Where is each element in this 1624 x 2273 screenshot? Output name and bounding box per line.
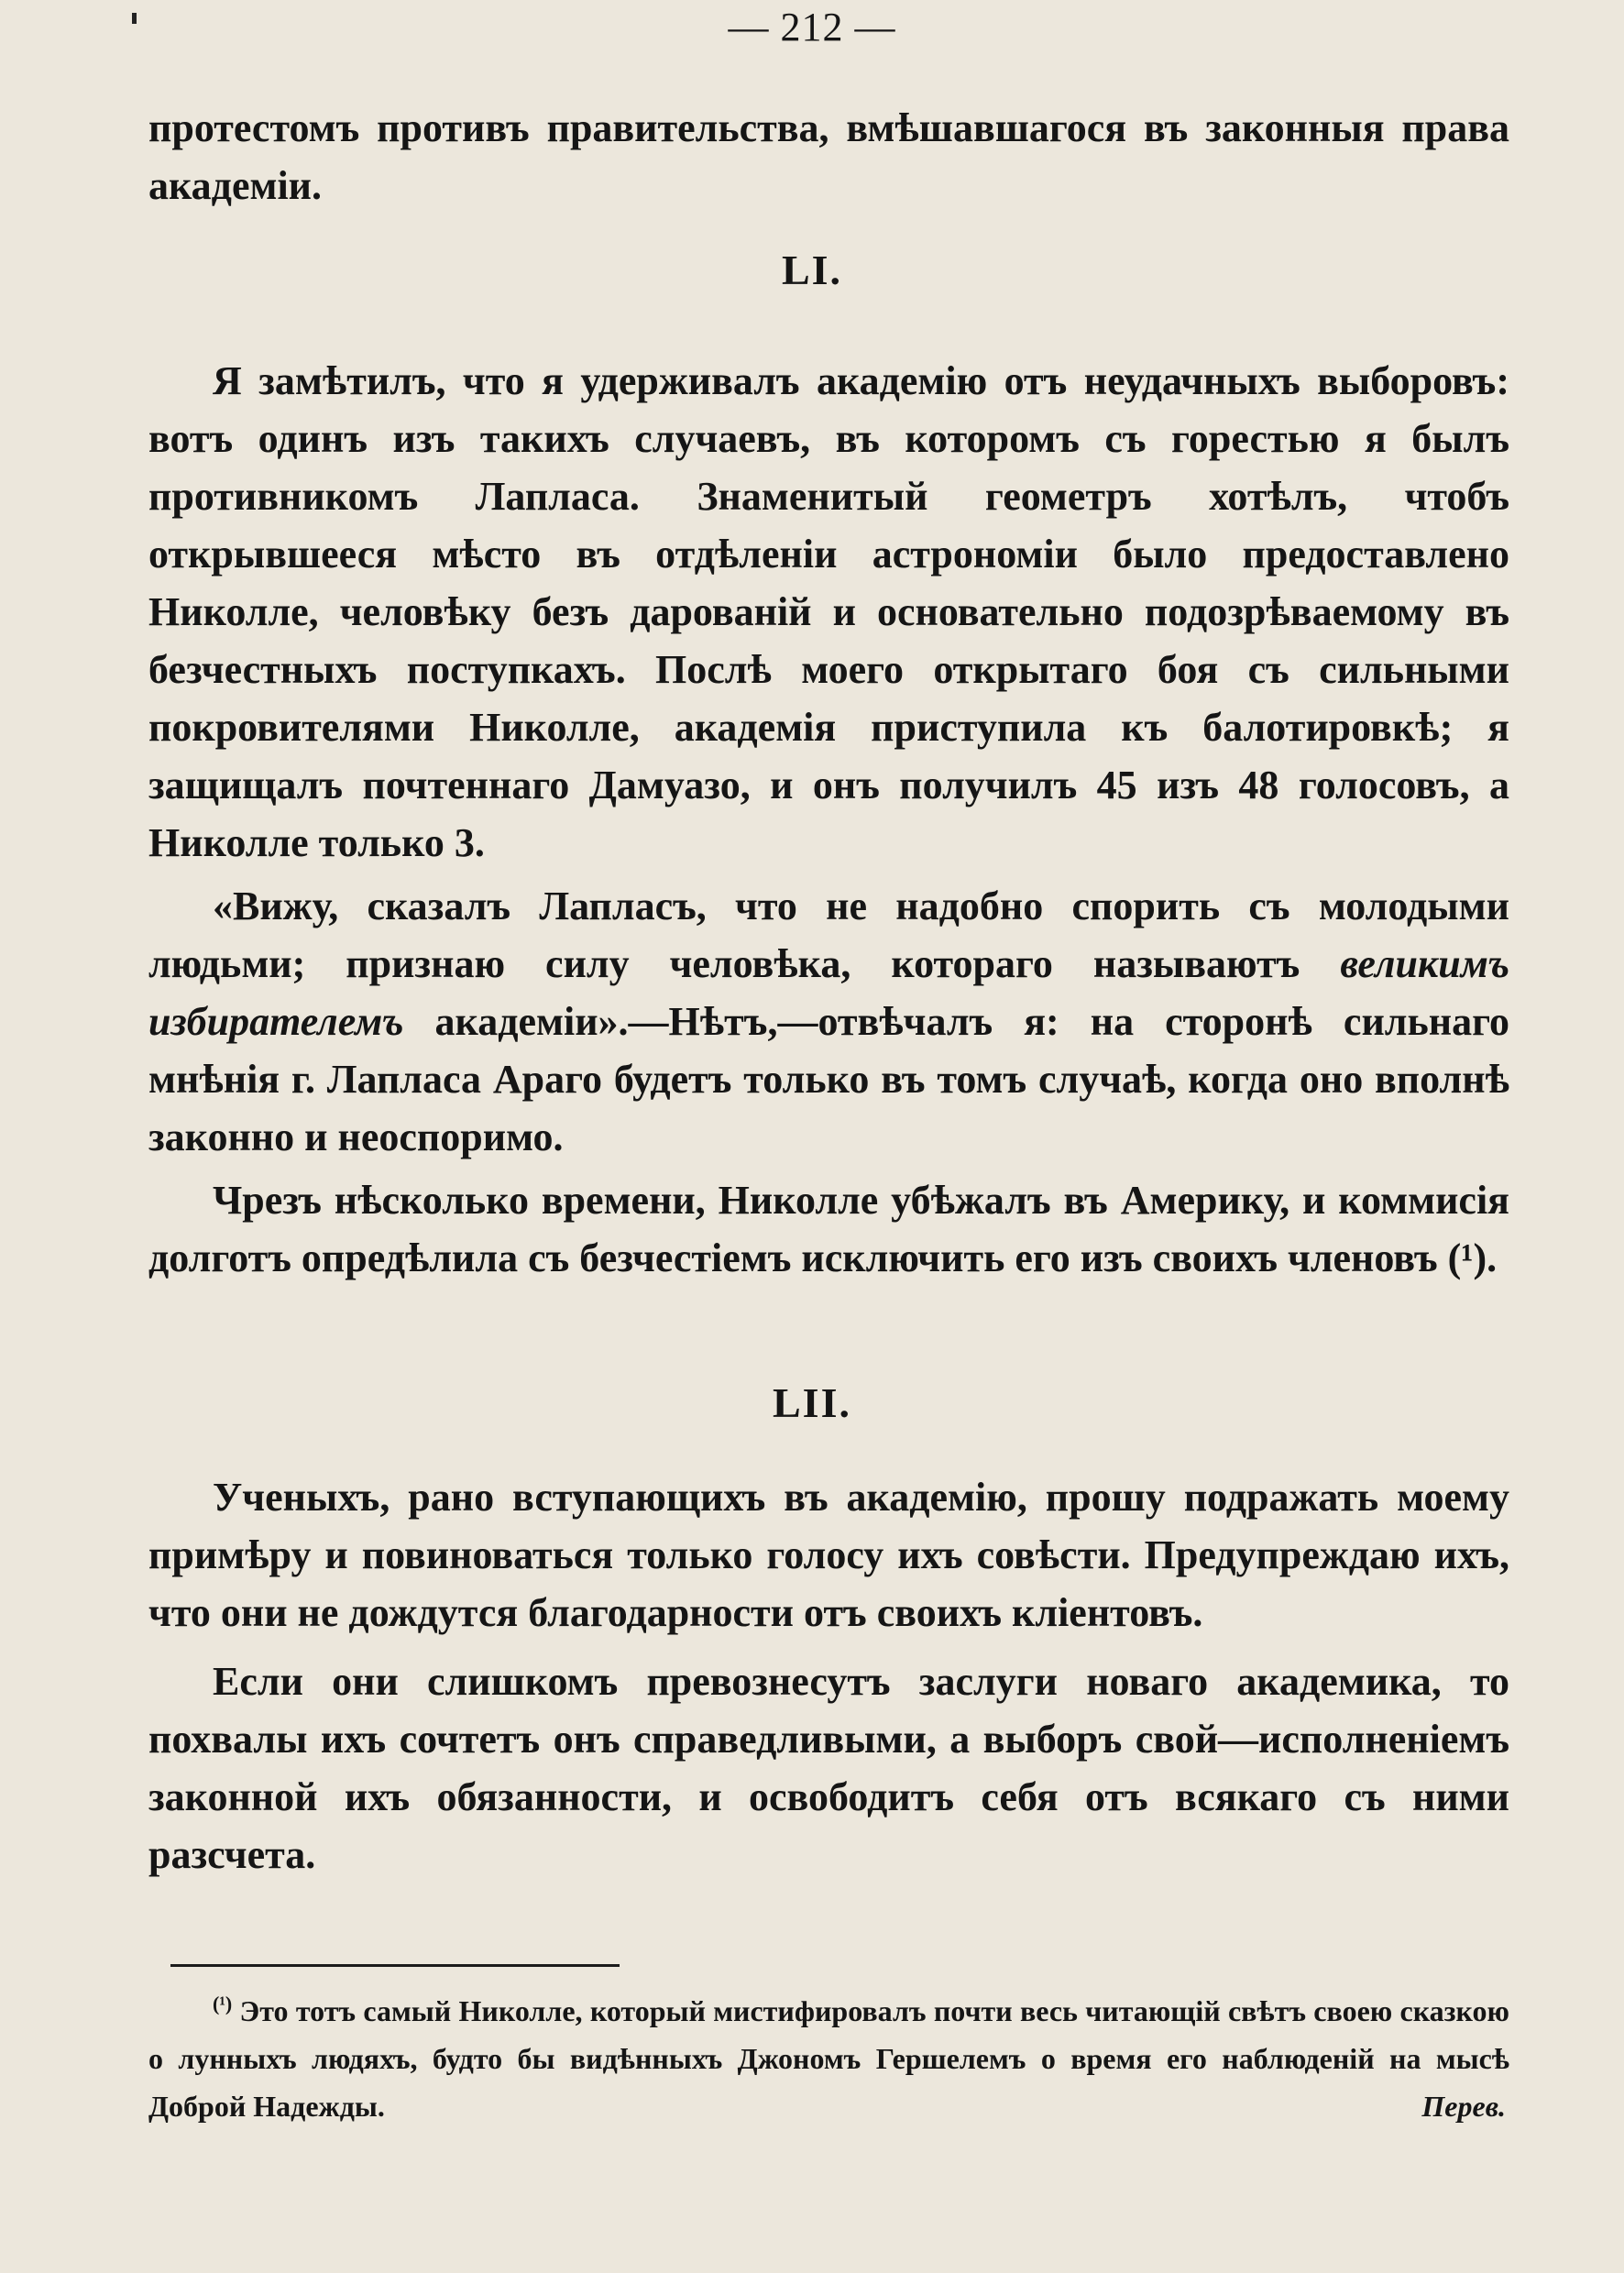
section-51-paragraph-2-start: «Вижу, сказалъ Лапласъ, что не надобно спорить съ молодыми людьми; признаю силу человѣка, котораго называютъ — [148, 884, 1509, 986]
section-51-paragraph-2 — [148, 877, 1509, 1166]
section-heading-52: LII. — [773, 1379, 851, 1426]
section-52-paragraph-1: Ученыхъ, рано вступающихъ въ академію, прошу подражать моему примѣру и повиноваться только голосу ихъ совѣсти. Предупреждаю ихъ, что они не дождутся благодарности отъ своихъ кліентовъ. — [148, 1475, 1509, 1635]
translator-note: Перев. — [1421, 2090, 1506, 2123]
footnote-divider — [170, 1964, 620, 1967]
section-52-body — [148, 1468, 1509, 1883]
footnote-marker: (¹) — [213, 1992, 233, 2015]
section-52-paragraph-2: Если они слишкомъ превознесутъ заслуги новаго академика, то похвалы ихъ сочтетъ онъ справедливыми, а выборъ свой—исполненіемъ законной ихъ обязанности, и освободитъ себя отъ всякаго съ ними разсчета. — [148, 1659, 1509, 1877]
section-heading-51: LI. — [781, 247, 843, 293]
intro-block — [148, 99, 1509, 214]
intro-paragraph: протестомъ противъ правительства, вмѣшавшагося въ законныя права академіи. — [148, 105, 1509, 208]
footnote — [148, 1987, 1509, 2130]
footnote-text: Это тотъ самый Николле, который мистифировалъ почти весь читающій свѣтъ своею сказкою о лунныхъ людяхъ, будто бы видѣнныхъ Джономъ Гершелемъ о время его наблюденій на мысѣ Доброй Надежды. — [148, 1994, 1510, 2123]
section-51-paragraph-2-end: академіи».—Нѣтъ,—отвѣчалъ я: на сторонѣ сильнаго мнѣнія г. Лапласа Араго будетъ только въ томъ случаѣ, когда оно вполнѣ законно и неоспоримо. — [148, 999, 1510, 1159]
page-number: — 212 — — [728, 5, 896, 49]
section-51-body — [148, 352, 1509, 1287]
footnote-reference: (¹). — [1447, 1235, 1498, 1280]
section-51-paragraph-3-text: Чрезъ нѣсколько времени, Николле убѣжалъ въ Америку, и коммисія долготъ опредѣлила съ безчестіемъ исключить его изъ своихъ членовъ — [148, 1178, 1509, 1280]
great-elector-phrase: великимъ избирателемъ — [148, 941, 1510, 1044]
section-51-paragraph-1: Я замѣтилъ, что я удерживалъ академію отъ неудачныхъ выборовъ: вотъ одинъ изъ такихъ случаевъ, въ которомъ съ горестью я былъ противникомъ Лапласа. Знаменитый геометръ хотѣлъ, чтобъ открывшееся мѣсто въ отдѣленіи астрономіи было предоставлено Николле, человѣку безъ дарованій и основательно подозрѣваемому въ безчестныхъ поступкахъ. Послѣ моего открытаго боя съ сильными покровителями Николле, академія приступила къ балотировкѣ; я защищалъ почтеннаго Дамуазо, и онъ получилъ 45 изъ 48 голосовъ, а Николле только 3. — [148, 358, 1509, 865]
section-51-paragraph-3 — [148, 1171, 1509, 1287]
